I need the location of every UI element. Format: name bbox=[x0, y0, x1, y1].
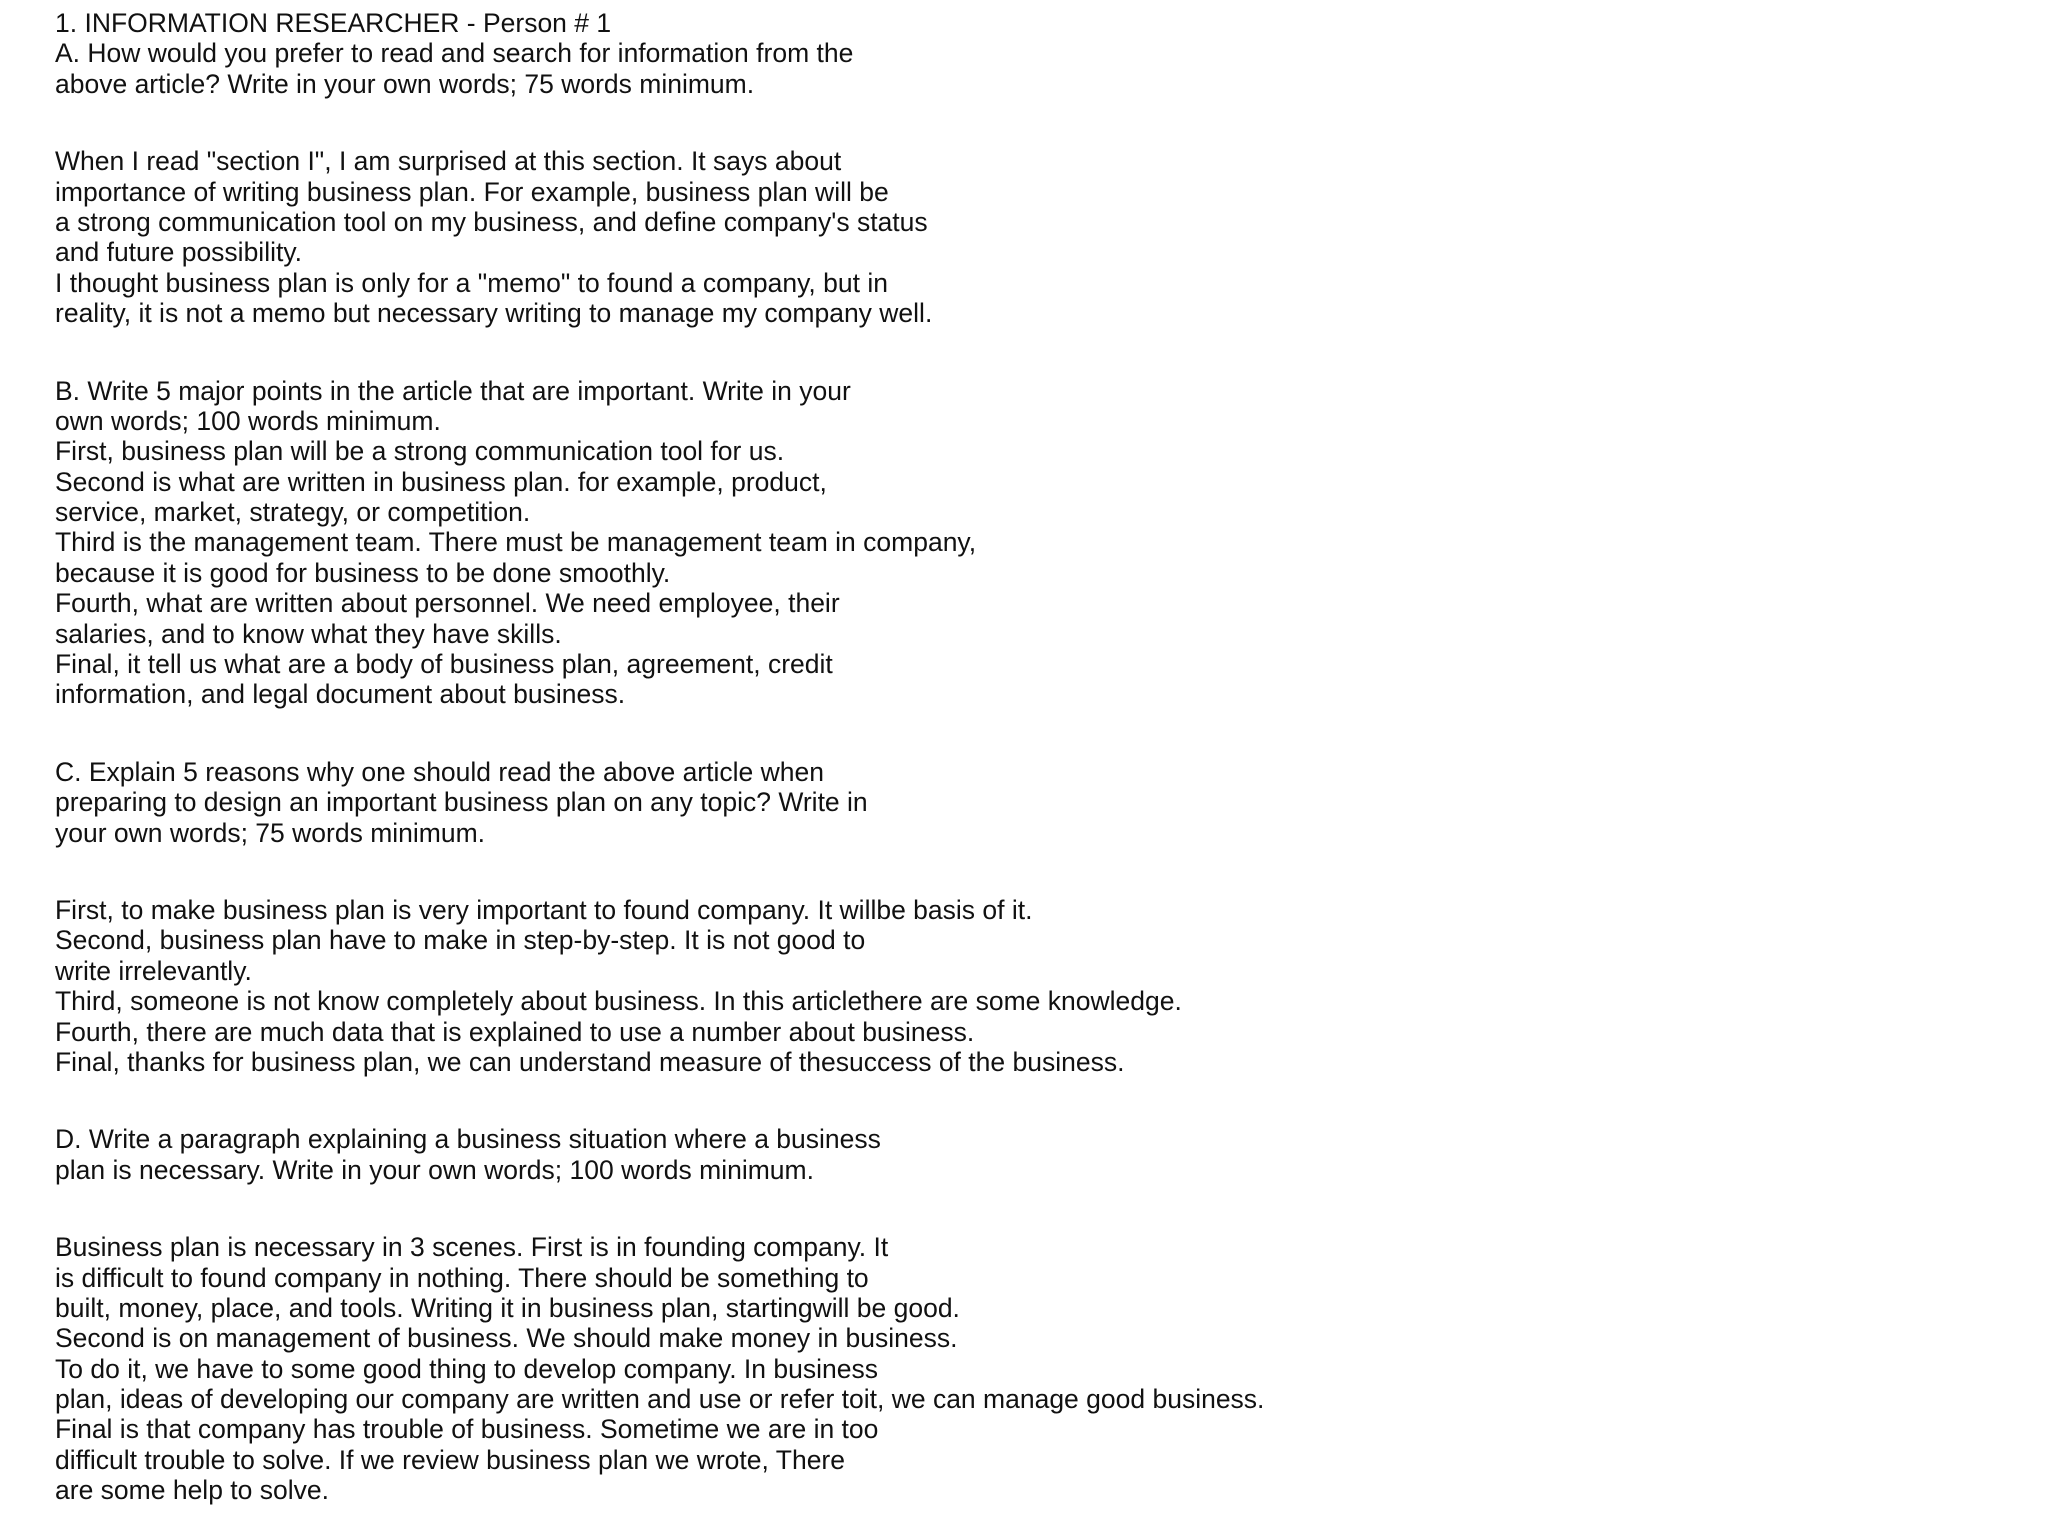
question-line: your own words; 75 words minimum. bbox=[55, 817, 486, 848]
section-c-question bbox=[55, 757, 2015, 848]
answer-line: built, money, place, and tools. Writing it in business plan, startingwill be good. bbox=[55, 1292, 960, 1323]
question-line: above article? Write in your own words; 75 words minimum. bbox=[55, 68, 755, 99]
document-page bbox=[55, 8, 2015, 1506]
section-b-question bbox=[55, 376, 2015, 437]
answer-line: because it is good for business to be done smoothly. bbox=[55, 557, 671, 588]
paragraph-gap bbox=[55, 848, 2015, 895]
answer-line: Final is that company has trouble of business. Sometime we are in too bbox=[55, 1414, 879, 1445]
answer-line: write irrelevantly. bbox=[55, 955, 252, 986]
answer-line: reality, it is not a memo but necessary writing to manage my company well. bbox=[55, 298, 933, 329]
answer-line: a strong communication tool on my business, and define company's status bbox=[55, 206, 928, 237]
section-c-answer bbox=[55, 895, 2015, 1077]
answer-line: importance of writing business plan. For example, business plan will be bbox=[55, 176, 889, 207]
answer-line: Second is on management of business. We should make money in business. bbox=[55, 1323, 958, 1354]
question-line: own words; 100 words minimum. bbox=[55, 405, 441, 436]
answer-line: Business plan is necessary in 3 scenes. First is in founding company. It bbox=[55, 1232, 889, 1263]
section-a-answer bbox=[55, 146, 2015, 328]
answer-line: difficult trouble to solve. If we review business plan we wrote, There bbox=[55, 1444, 845, 1475]
answer-line: information, and legal document about business. bbox=[55, 679, 626, 710]
answer-line: First, to make business plan is very important to found company. It willbe basis of it. bbox=[55, 894, 1033, 925]
answer-line: plan, ideas of developing our company are written and use or refer toit, we can manage good business. bbox=[55, 1384, 1265, 1415]
paragraph-gap bbox=[55, 1185, 2015, 1232]
answer-line: Fourth, there are much data that is explained to use a number about business. bbox=[55, 1016, 975, 1047]
question-line: B. Write 5 major points in the article that are important. Write in your bbox=[55, 375, 851, 406]
paragraph-gap bbox=[55, 99, 2015, 146]
section-a-question bbox=[55, 38, 2015, 99]
answer-line: service, market, strategy, or competition. bbox=[55, 497, 531, 528]
answer-line: salaries, and to know what they have skills. bbox=[55, 618, 562, 649]
answer-line: Fourth, what are written about personnel. We need employee, their bbox=[55, 588, 840, 619]
section-d-answer bbox=[55, 1232, 2015, 1506]
section-d-question bbox=[55, 1124, 2015, 1185]
question-line: A. How would you prefer to read and search for information from the bbox=[55, 38, 854, 69]
paragraph-gap bbox=[55, 329, 2015, 376]
question-line: plan is necessary. Write in your own words; 100 words minimum. bbox=[55, 1154, 814, 1185]
answer-line: Final, it tell us what are a body of business plan, agreement, credit bbox=[55, 649, 833, 680]
section-b-answer bbox=[55, 436, 2015, 710]
document-title: 1. INFORMATION RESEARCHER - Person # 1 bbox=[55, 8, 612, 38]
answer-line: When I read "section I", I am surprised at this section. It says about bbox=[55, 146, 842, 177]
answer-line: Second is what are written in business plan. for example, product, bbox=[55, 466, 827, 497]
answer-line: Third, someone is not know completely about business. In this articlethere are some knowledge. bbox=[55, 986, 1182, 1017]
answer-line: I thought business plan is only for a "memo" to found a company, but in bbox=[55, 267, 888, 298]
answer-line: Third is the management team. There must be management team in company, bbox=[55, 527, 977, 558]
question-line: preparing to design an important business plan on any topic? Write in bbox=[55, 787, 868, 818]
answer-line: Final, thanks for business plan, we can understand measure of thesuccess of the business. bbox=[55, 1046, 1125, 1077]
answer-line: are some help to solve. bbox=[55, 1475, 329, 1506]
paragraph-gap bbox=[55, 1077, 2015, 1124]
answer-line: First, business plan will be a strong communication tool for us. bbox=[55, 436, 785, 467]
answer-line: Second, business plan have to make in step-by-step. It is not good to bbox=[55, 925, 866, 956]
answer-line: To do it, we have to some good thing to develop company. In business bbox=[55, 1353, 878, 1384]
paragraph-gap bbox=[55, 710, 2015, 757]
answer-line: and future possibility. bbox=[55, 237, 302, 268]
question-line: C. Explain 5 reasons why one should read the above article when bbox=[55, 756, 824, 787]
question-line: D. Write a paragraph explaining a business situation where a business bbox=[55, 1124, 881, 1155]
answer-line: is difficult to found company in nothing. There should be something to bbox=[55, 1262, 869, 1293]
